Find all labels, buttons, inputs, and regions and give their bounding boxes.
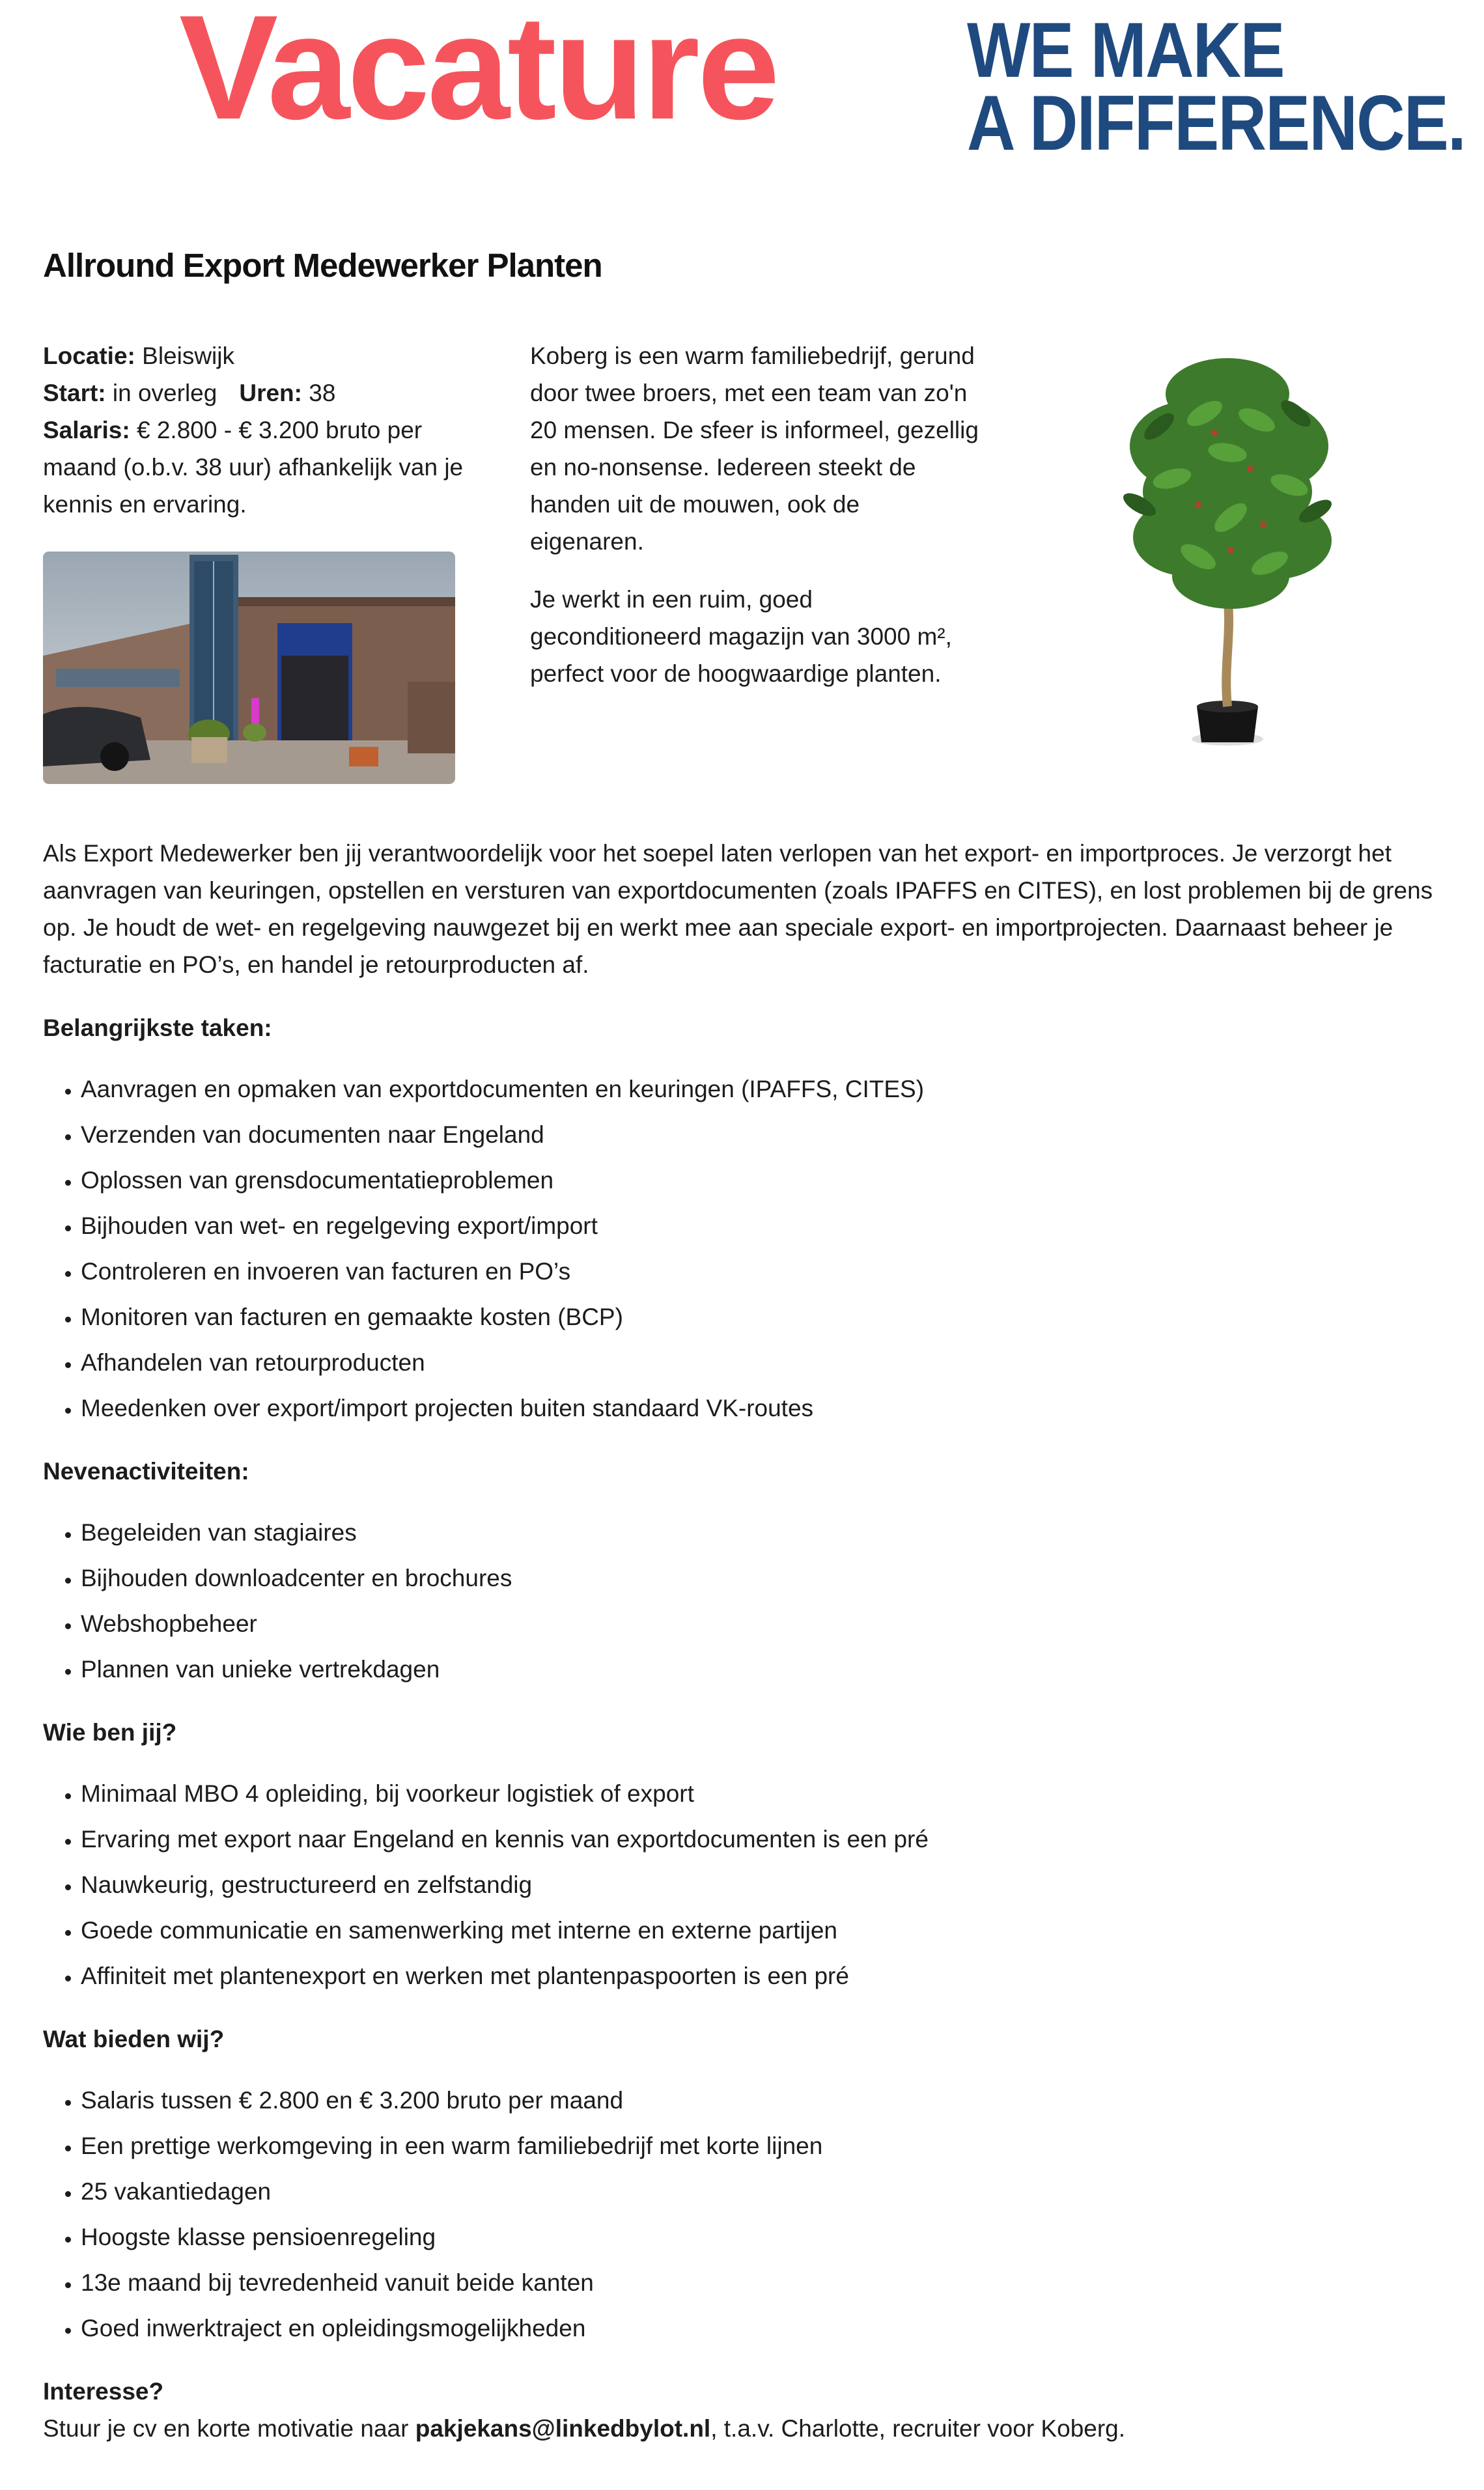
list-item: • Ervaring met export naar Engeland en kennis van exportdocumenten is een pré bbox=[81, 1821, 1443, 1858]
contact-email[interactable]: pakjekans@linkedbylot.nl bbox=[415, 2415, 711, 2442]
salary-row bbox=[43, 412, 473, 523]
side-activities-heading: Nevenactiviteiten: bbox=[43, 1458, 249, 1485]
intro-paragraph: Als Export Medewerker ben jij verantwoordelijk voor het soepel laten verlopen van het export- en importproces. Je verzorgt het aanvragen van keuringen, opstellen en versturen van exportdocumenten (zoals IPAFFS en CITES), en lost problemen bij de grens op. Je houdt de wet- en regelgeving nauwgezet bij en werkt mee aan speciale export- en importprojecten. Daarnaast beheer je facturatie en PO’s, en handel je retourproducten af. bbox=[43, 840, 1433, 978]
slogan-line-1: WE MAKE bbox=[967, 7, 1284, 94]
hours-label: Uren: bbox=[239, 380, 302, 406]
start-hours-row bbox=[43, 374, 473, 412]
list-item: • Webshopbeheer bbox=[81, 1605, 1443, 1642]
location-label: Locatie: bbox=[43, 343, 135, 369]
salary-value: € 2.800 - € 3.200 bruto per maand (o.b.v. 38 uur) afhankelijk van je kennis en ervaring. bbox=[43, 417, 464, 518]
list-item: • Controleren en invoeren van facturen en PO’s bbox=[81, 1253, 1443, 1290]
header bbox=[0, 0, 1484, 176]
job-details bbox=[43, 337, 473, 523]
list-item: • 13e maand bij tevredenheid vanuit beide kanten bbox=[81, 2264, 1443, 2301]
hours-value: 38 bbox=[309, 380, 336, 406]
list-item: • Een prettige werkomgeving in een warm familiebedrijf met korte lijnen bbox=[81, 2127, 1443, 2164]
company-building-photo bbox=[43, 552, 455, 784]
interest-text-before: Stuur je cv en korte motivatie naar bbox=[43, 2415, 415, 2442]
profile-list bbox=[43, 1775, 1443, 1994]
location-row bbox=[43, 337, 473, 374]
company-paragraph-2: Je werkt in een ruim, goed geconditioneerd magazijn van 3000 m², perfect voor de hoogwaardige planten. bbox=[530, 586, 952, 687]
offer-list bbox=[43, 2082, 1443, 2347]
location-value: Bleiswijk bbox=[142, 343, 234, 369]
list-item: • Afhandelen van retourproducten bbox=[81, 1344, 1443, 1381]
list-item: • Monitoren van facturen en gemaakte kosten (BCP) bbox=[81, 1298, 1443, 1336]
slogan bbox=[967, 7, 1466, 167]
company-paragraph-1: Koberg is een warm familiebedrijf, gerund door twee broers, met een team van zo'n 20 mensen. De sfeer is informeel, gezellig en no-nonsense. Iedereen steekt de handen uit de mouwen, ook de eigenaren. bbox=[530, 343, 979, 555]
start-label: Start: bbox=[43, 380, 106, 406]
interest-heading: Interesse? bbox=[43, 2378, 164, 2405]
list-item: • Verzenden van documenten naar Engeland bbox=[81, 1116, 1443, 1153]
company-description bbox=[530, 337, 979, 713]
profile-heading: Wie ben jij? bbox=[43, 1719, 177, 1746]
list-item: • 25 vakantiedagen bbox=[81, 2173, 1443, 2210]
start-value: in overleg bbox=[112, 380, 217, 406]
list-item: • Aanvragen en opmaken van exportdocumenten en keuringen (IPAFFS, CITES) bbox=[81, 1070, 1443, 1108]
vacancy-body bbox=[43, 835, 1443, 2447]
list-item: • Minimaal MBO 4 opleiding, bij voorkeur logistiek of export bbox=[81, 1775, 1443, 1812]
list-item: • Goede communicatie en samenwerking met interne en externe partijen bbox=[81, 1912, 1443, 1949]
salary-label: Salaris: bbox=[43, 417, 130, 443]
list-item: • Begeleiden van stagiaires bbox=[81, 1514, 1443, 1551]
tasks-list bbox=[43, 1070, 1443, 1427]
list-item: • Bijhouden van wet- en regelgeving export/import bbox=[81, 1207, 1443, 1244]
list-item: • Nauwkeurig, gestructureerd en zelfstandig bbox=[81, 1866, 1443, 1903]
vacature-logo: Vacature bbox=[179, 0, 777, 150]
side-activities-list bbox=[43, 1514, 1443, 1688]
list-item: • Bijhouden downloadcenter en brochures bbox=[81, 1560, 1443, 1597]
interest-text bbox=[43, 2410, 1443, 2447]
list-item: • Meedenken over export/import projecten buiten standaard VK-routes bbox=[81, 1390, 1443, 1427]
plant-image bbox=[1100, 355, 1354, 759]
job-title: Allround Export Medewerker Planten bbox=[43, 247, 602, 284]
interest-text-after: , t.a.v. Charlotte, recruiter voor Koberg. bbox=[710, 2415, 1126, 2442]
list-item: • Hoogste klasse pensioenregeling bbox=[81, 2218, 1443, 2256]
list-item: • Affiniteit met plantenexport en werken met plantenpaspoorten is een pré bbox=[81, 1957, 1443, 1994]
list-item: • Plannen van unieke vertrekdagen bbox=[81, 1651, 1443, 1688]
tasks-heading: Belangrijkste taken: bbox=[43, 1014, 272, 1041]
slogan-line-2: A DIFFERENCE. bbox=[967, 79, 1466, 167]
list-item: • Goed inwerktraject en opleidingsmogelijkheden bbox=[81, 2310, 1443, 2347]
list-item: • Oplossen van grensdocumentatieproblemen bbox=[81, 1162, 1443, 1199]
offer-heading: Wat bieden wij? bbox=[43, 2026, 225, 2052]
list-item: • Salaris tussen € 2.800 en € 3.200 bruto per maand bbox=[81, 2082, 1443, 2119]
